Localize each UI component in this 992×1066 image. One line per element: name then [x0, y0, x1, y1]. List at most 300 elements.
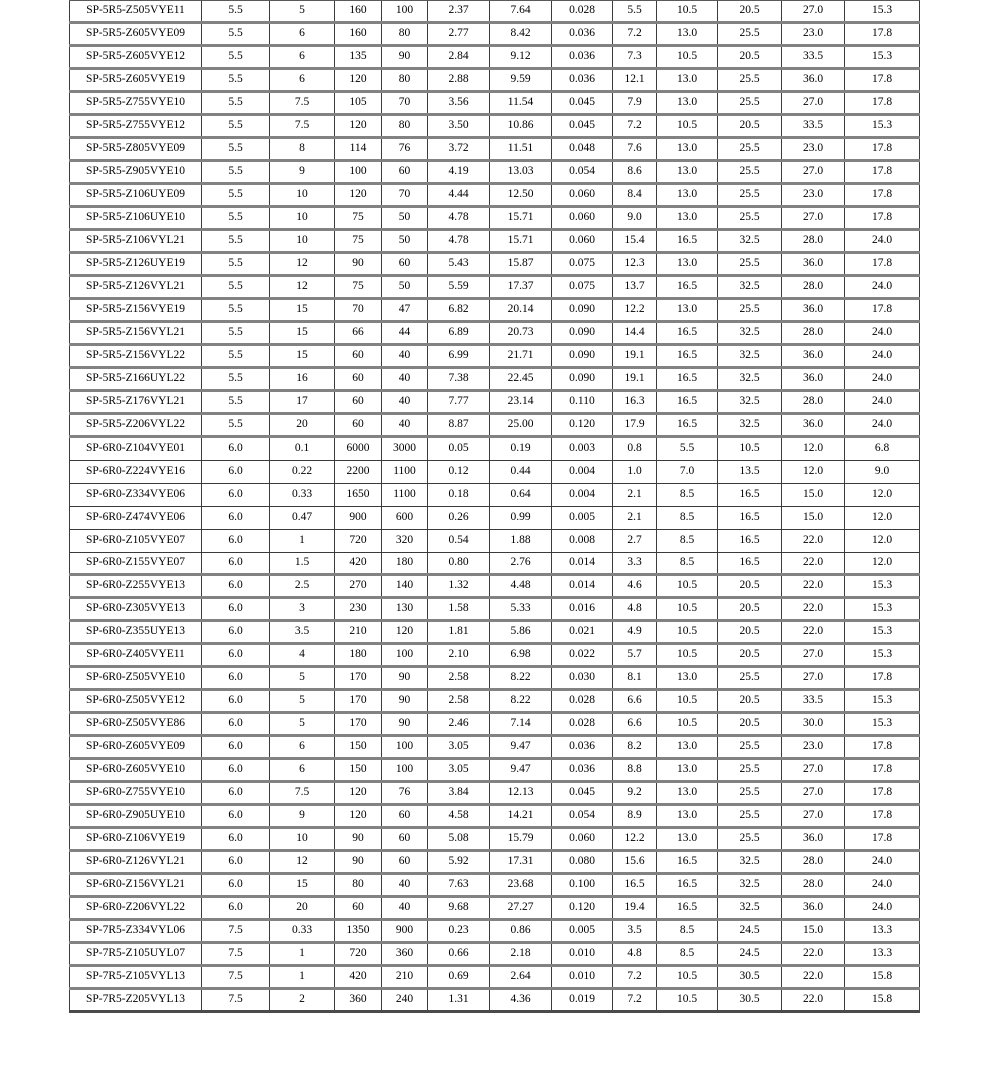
- value-cell: 12.0: [845, 507, 920, 530]
- value-cell: 6.0: [202, 690, 270, 713]
- value-cell: 40: [382, 414, 428, 437]
- value-cell: 5: [270, 667, 335, 690]
- value-cell: 22.0: [782, 966, 845, 989]
- value-cell: 4.44: [428, 184, 490, 207]
- value-cell: 0.060: [552, 207, 613, 230]
- value-cell: 20.5: [718, 575, 782, 598]
- value-cell: 1650: [335, 484, 382, 507]
- value-cell: 10.5: [657, 713, 718, 736]
- value-cell: 22.0: [782, 943, 845, 966]
- value-cell: 20.5: [718, 690, 782, 713]
- value-cell: 15.79: [490, 828, 552, 851]
- value-cell: 1.0: [613, 461, 657, 484]
- value-cell: 7.2: [613, 115, 657, 138]
- value-cell: 10: [270, 207, 335, 230]
- table-row: [70, 575, 920, 598]
- value-cell: 8.22: [490, 667, 552, 690]
- value-cell: 75: [335, 276, 382, 299]
- value-cell: 20.5: [718, 115, 782, 138]
- value-cell: 6.82: [428, 299, 490, 322]
- value-cell: 1: [270, 530, 335, 553]
- value-cell: 8.1: [613, 667, 657, 690]
- value-cell: 27.27: [490, 897, 552, 920]
- value-cell: 36.0: [782, 414, 845, 437]
- value-cell: 5.5: [202, 253, 270, 276]
- value-cell: 28.0: [782, 230, 845, 253]
- value-cell: 8: [270, 138, 335, 161]
- value-cell: 6: [270, 759, 335, 782]
- value-cell: 0.019: [552, 989, 613, 1012]
- value-cell: 16.5: [657, 897, 718, 920]
- table-row: [70, 553, 920, 575]
- value-cell: 6.0: [202, 507, 270, 530]
- value-cell: 90: [382, 46, 428, 69]
- value-cell: 10.5: [657, 575, 718, 598]
- value-cell: 120: [335, 115, 382, 138]
- value-cell: 0.060: [552, 184, 613, 207]
- part-number-cell: SP-5R5-Z156VYE19: [70, 299, 202, 322]
- value-cell: 15.71: [490, 207, 552, 230]
- value-cell: 24.0: [845, 391, 920, 414]
- value-cell: 25.5: [718, 782, 782, 805]
- value-cell: 17.8: [845, 759, 920, 782]
- part-number-cell: SP-7R5-Z334VYL06: [70, 920, 202, 943]
- value-cell: 170: [335, 690, 382, 713]
- value-cell: 13.0: [657, 23, 718, 46]
- value-cell: 16.5: [657, 276, 718, 299]
- value-cell: 135: [335, 46, 382, 69]
- value-cell: 7.5: [202, 966, 270, 989]
- value-cell: 120: [335, 782, 382, 805]
- value-cell: 420: [335, 966, 382, 989]
- value-cell: 23.14: [490, 391, 552, 414]
- value-cell: 0.090: [552, 368, 613, 391]
- value-cell: 10: [270, 230, 335, 253]
- value-cell: 0.12: [428, 461, 490, 484]
- value-cell: 0.045: [552, 782, 613, 805]
- value-cell: 13.03: [490, 161, 552, 184]
- value-cell: 24.0: [845, 322, 920, 345]
- value-cell: 7.6: [613, 138, 657, 161]
- value-cell: 5: [270, 690, 335, 713]
- part-number-cell: SP-5R5-Z106UYE09: [70, 184, 202, 207]
- part-number-cell: SP-5R5-Z605VYE12: [70, 46, 202, 69]
- value-cell: 6.0: [202, 897, 270, 920]
- value-cell: 20.73: [490, 322, 552, 345]
- value-cell: 28.0: [782, 322, 845, 345]
- value-cell: 0.080: [552, 851, 613, 874]
- value-cell: 120: [335, 805, 382, 828]
- table-row: [70, 391, 920, 414]
- value-cell: 2.18: [490, 943, 552, 966]
- value-cell: 0.69: [428, 966, 490, 989]
- value-cell: 7.2: [613, 989, 657, 1012]
- part-number-cell: SP-6R0-Z355UYE13: [70, 621, 202, 644]
- value-cell: 0.8: [613, 437, 657, 461]
- value-cell: 13.0: [657, 805, 718, 828]
- value-cell: 7.77: [428, 391, 490, 414]
- value-cell: 2.1: [613, 484, 657, 507]
- value-cell: 12.13: [490, 782, 552, 805]
- value-cell: 12.1: [613, 69, 657, 92]
- value-cell: 36.0: [782, 897, 845, 920]
- value-cell: 0.05: [428, 437, 490, 461]
- table-row: [70, 782, 920, 805]
- part-number-cell: SP-6R0-Z155VYE07: [70, 553, 202, 575]
- value-cell: 12.0: [845, 484, 920, 507]
- value-cell: 25.5: [718, 207, 782, 230]
- value-cell: 15.3: [845, 690, 920, 713]
- value-cell: 3.72: [428, 138, 490, 161]
- value-cell: 6.0: [202, 874, 270, 897]
- value-cell: 4.8: [613, 943, 657, 966]
- value-cell: 900: [335, 507, 382, 530]
- part-number-cell: SP-5R5-Z755VYE12: [70, 115, 202, 138]
- value-cell: 0.004: [552, 461, 613, 484]
- value-cell: 50: [382, 276, 428, 299]
- value-cell: 2.1: [613, 507, 657, 530]
- table-row: [70, 644, 920, 667]
- table-row: [70, 230, 920, 253]
- value-cell: 15.4: [613, 230, 657, 253]
- value-cell: 2.5: [270, 575, 335, 598]
- value-cell: 17.8: [845, 184, 920, 207]
- value-cell: 13.7: [613, 276, 657, 299]
- value-cell: 0.120: [552, 414, 613, 437]
- value-cell: 15.8: [845, 966, 920, 989]
- value-cell: 27.0: [782, 644, 845, 667]
- value-cell: 20.5: [718, 46, 782, 69]
- value-cell: 2.37: [428, 0, 490, 23]
- part-number-cell: SP-5R5-Z166UYL22: [70, 368, 202, 391]
- value-cell: 9: [270, 805, 335, 828]
- value-cell: 15.3: [845, 644, 920, 667]
- value-cell: 0.028: [552, 0, 613, 23]
- value-cell: 130: [382, 598, 428, 621]
- value-cell: 5: [270, 713, 335, 736]
- value-cell: 32.5: [718, 391, 782, 414]
- table-row: [70, 69, 920, 92]
- value-cell: 13.0: [657, 92, 718, 115]
- value-cell: 7.3: [613, 46, 657, 69]
- part-number-cell: SP-6R0-Z905UYE10: [70, 805, 202, 828]
- value-cell: 0.110: [552, 391, 613, 414]
- value-cell: 6.0: [202, 851, 270, 874]
- value-cell: 17.8: [845, 207, 920, 230]
- value-cell: 27.0: [782, 92, 845, 115]
- value-cell: 32.5: [718, 874, 782, 897]
- part-number-cell: SP-6R0-Z255VYE13: [70, 575, 202, 598]
- table-row: [70, 46, 920, 69]
- value-cell: 5.5: [202, 276, 270, 299]
- value-cell: 24.5: [718, 943, 782, 966]
- value-cell: 17.8: [845, 69, 920, 92]
- value-cell: 2.7: [613, 530, 657, 553]
- value-cell: 40: [382, 368, 428, 391]
- value-cell: 8.42: [490, 23, 552, 46]
- table-row: [70, 345, 920, 368]
- value-cell: 36.0: [782, 828, 845, 851]
- value-cell: 5.86: [490, 621, 552, 644]
- value-cell: 170: [335, 667, 382, 690]
- value-cell: 6.99: [428, 345, 490, 368]
- value-cell: 17.8: [845, 828, 920, 851]
- value-cell: 66: [335, 322, 382, 345]
- part-number-cell: SP-5R5-Z206VYL22: [70, 414, 202, 437]
- value-cell: 6.0: [202, 736, 270, 759]
- value-cell: 9.12: [490, 46, 552, 69]
- value-cell: 13.0: [657, 828, 718, 851]
- value-cell: 12.0: [782, 461, 845, 484]
- value-cell: 14.21: [490, 805, 552, 828]
- value-cell: 100: [335, 161, 382, 184]
- value-cell: 2.58: [428, 690, 490, 713]
- value-cell: 270: [335, 575, 382, 598]
- value-cell: 27.0: [782, 207, 845, 230]
- value-cell: 0.33: [270, 920, 335, 943]
- value-cell: 105: [335, 92, 382, 115]
- value-cell: 80: [382, 69, 428, 92]
- value-cell: 20.5: [718, 713, 782, 736]
- value-cell: 0.060: [552, 828, 613, 851]
- value-cell: 32.5: [718, 276, 782, 299]
- value-cell: 10: [270, 184, 335, 207]
- value-cell: 20.5: [718, 644, 782, 667]
- value-cell: 16.5: [657, 874, 718, 897]
- value-cell: 0.028: [552, 690, 613, 713]
- part-number-cell: SP-5R5-Z126VYL21: [70, 276, 202, 299]
- value-cell: 0.054: [552, 161, 613, 184]
- table-row: [70, 598, 920, 621]
- value-cell: 16.5: [657, 851, 718, 874]
- value-cell: 22.0: [782, 575, 845, 598]
- value-cell: 23.68: [490, 874, 552, 897]
- value-cell: 1.32: [428, 575, 490, 598]
- value-cell: 4.6: [613, 575, 657, 598]
- value-cell: 24.5: [718, 920, 782, 943]
- value-cell: 22.0: [782, 989, 845, 1012]
- value-cell: 70: [382, 184, 428, 207]
- value-cell: 6.0: [202, 644, 270, 667]
- table-row: [70, 299, 920, 322]
- value-cell: 33.5: [782, 46, 845, 69]
- part-number-cell: SP-6R0-Z505VYE10: [70, 667, 202, 690]
- value-cell: 15.8: [845, 989, 920, 1012]
- part-number-cell: SP-5R5-Z755VYE10: [70, 92, 202, 115]
- value-cell: 2.84: [428, 46, 490, 69]
- table-row: [70, 484, 920, 507]
- value-cell: 32.5: [718, 368, 782, 391]
- value-cell: 0.004: [552, 484, 613, 507]
- value-cell: 8.87: [428, 414, 490, 437]
- value-cell: 80: [382, 115, 428, 138]
- value-cell: 15.3: [845, 598, 920, 621]
- value-cell: 6: [270, 23, 335, 46]
- value-cell: 230: [335, 598, 382, 621]
- value-cell: 360: [335, 989, 382, 1012]
- value-cell: 10.86: [490, 115, 552, 138]
- value-cell: 1350: [335, 920, 382, 943]
- value-cell: 8.5: [657, 553, 718, 575]
- value-cell: 0.005: [552, 507, 613, 530]
- value-cell: 6.89: [428, 322, 490, 345]
- value-cell: 160: [335, 23, 382, 46]
- value-cell: 6.98: [490, 644, 552, 667]
- table-body: [70, 0, 920, 1012]
- value-cell: 16.5: [657, 368, 718, 391]
- value-cell: 13.0: [657, 184, 718, 207]
- value-cell: 23.0: [782, 138, 845, 161]
- value-cell: 25.00: [490, 414, 552, 437]
- value-cell: 28.0: [782, 851, 845, 874]
- value-cell: 100: [382, 736, 428, 759]
- value-cell: 9.59: [490, 69, 552, 92]
- value-cell: 13.0: [657, 138, 718, 161]
- value-cell: 17.8: [845, 161, 920, 184]
- value-cell: 15.0: [782, 484, 845, 507]
- value-cell: 9.2: [613, 782, 657, 805]
- value-cell: 0.090: [552, 299, 613, 322]
- value-cell: 4.8: [613, 598, 657, 621]
- value-cell: 7.5: [270, 782, 335, 805]
- value-cell: 27.0: [782, 0, 845, 23]
- value-cell: 13.3: [845, 920, 920, 943]
- value-cell: 0.99: [490, 507, 552, 530]
- value-cell: 6.0: [202, 437, 270, 461]
- value-cell: 60: [335, 368, 382, 391]
- value-cell: 36.0: [782, 345, 845, 368]
- value-cell: 1: [270, 943, 335, 966]
- value-cell: 7.9: [613, 92, 657, 115]
- value-cell: 2200: [335, 461, 382, 484]
- value-cell: 114: [335, 138, 382, 161]
- value-cell: 6.0: [202, 553, 270, 575]
- table-row: [70, 207, 920, 230]
- value-cell: 0.010: [552, 943, 613, 966]
- value-cell: 24.0: [845, 897, 920, 920]
- value-cell: 2: [270, 989, 335, 1012]
- value-cell: 13.0: [657, 161, 718, 184]
- value-cell: 15.0: [782, 920, 845, 943]
- part-number-cell: SP-5R5-Z605VYE09: [70, 23, 202, 46]
- value-cell: 0.014: [552, 553, 613, 575]
- value-cell: 19.4: [613, 897, 657, 920]
- value-cell: 2.76: [490, 553, 552, 575]
- table-row: [70, 138, 920, 161]
- value-cell: 0.86: [490, 920, 552, 943]
- part-number-cell: SP-6R0-Z755VYE10: [70, 782, 202, 805]
- value-cell: 0.18: [428, 484, 490, 507]
- value-cell: 13.0: [657, 207, 718, 230]
- value-cell: 16.5: [657, 391, 718, 414]
- value-cell: 60: [382, 161, 428, 184]
- table-row: [70, 253, 920, 276]
- value-cell: 19.1: [613, 345, 657, 368]
- table-row: [70, 736, 920, 759]
- value-cell: 1100: [382, 461, 428, 484]
- value-cell: 24.0: [845, 230, 920, 253]
- part-number-cell: SP-6R0-Z305VYE13: [70, 598, 202, 621]
- value-cell: 90: [335, 253, 382, 276]
- value-cell: 5.5: [613, 0, 657, 23]
- value-cell: 5.08: [428, 828, 490, 851]
- value-cell: 15.0: [782, 507, 845, 530]
- value-cell: 5.7: [613, 644, 657, 667]
- value-cell: 90: [335, 851, 382, 874]
- value-cell: 30.0: [782, 713, 845, 736]
- value-cell: 0.64: [490, 484, 552, 507]
- value-cell: 76: [382, 138, 428, 161]
- value-cell: 720: [335, 530, 382, 553]
- value-cell: 23.0: [782, 23, 845, 46]
- value-cell: 90: [382, 713, 428, 736]
- part-number-cell: SP-5R5-Z605VYE19: [70, 69, 202, 92]
- value-cell: 150: [335, 759, 382, 782]
- value-cell: 60: [335, 414, 382, 437]
- value-cell: 2.46: [428, 713, 490, 736]
- value-cell: 5.5: [202, 161, 270, 184]
- part-number-cell: SP-6R0-Z474VYE06: [70, 507, 202, 530]
- value-cell: 15.3: [845, 0, 920, 23]
- value-cell: 24.0: [845, 345, 920, 368]
- value-cell: 28.0: [782, 391, 845, 414]
- value-cell: 5.5: [202, 230, 270, 253]
- value-cell: 0.1: [270, 437, 335, 461]
- value-cell: 1.5: [270, 553, 335, 575]
- value-cell: 21.71: [490, 345, 552, 368]
- table-row: [70, 943, 920, 966]
- value-cell: 5.5: [202, 184, 270, 207]
- value-cell: 7.64: [490, 0, 552, 23]
- table-row: [70, 322, 920, 345]
- value-cell: 0.036: [552, 69, 613, 92]
- table-row: [70, 23, 920, 46]
- value-cell: 25.5: [718, 805, 782, 828]
- value-cell: 0.80: [428, 553, 490, 575]
- value-cell: 17.37: [490, 276, 552, 299]
- value-cell: 40: [382, 345, 428, 368]
- value-cell: 8.2: [613, 736, 657, 759]
- value-cell: 6: [270, 69, 335, 92]
- part-number-cell: SP-5R5-Z106UYE10: [70, 207, 202, 230]
- value-cell: 1.81: [428, 621, 490, 644]
- value-cell: 13.3: [845, 943, 920, 966]
- value-cell: 60: [335, 897, 382, 920]
- value-cell: 3.56: [428, 92, 490, 115]
- part-number-cell: SP-7R5-Z205VYL13: [70, 989, 202, 1012]
- value-cell: 4.78: [428, 207, 490, 230]
- table-row: [70, 92, 920, 115]
- parts-spec-table: [69, 0, 920, 1013]
- table-row: [70, 368, 920, 391]
- part-number-cell: SP-6R0-Z104VYE01: [70, 437, 202, 461]
- value-cell: 0.016: [552, 598, 613, 621]
- value-cell: 7.5: [270, 115, 335, 138]
- table-row: [70, 414, 920, 437]
- value-cell: 25.5: [718, 92, 782, 115]
- value-cell: 33.5: [782, 690, 845, 713]
- value-cell: 12.3: [613, 253, 657, 276]
- value-cell: 0.54: [428, 530, 490, 553]
- value-cell: 15.3: [845, 713, 920, 736]
- value-cell: 47: [382, 299, 428, 322]
- value-cell: 11.51: [490, 138, 552, 161]
- value-cell: 10.5: [657, 0, 718, 23]
- value-cell: 13.0: [657, 69, 718, 92]
- value-cell: 8.5: [657, 507, 718, 530]
- value-cell: 6.0: [202, 667, 270, 690]
- value-cell: 6.0: [202, 759, 270, 782]
